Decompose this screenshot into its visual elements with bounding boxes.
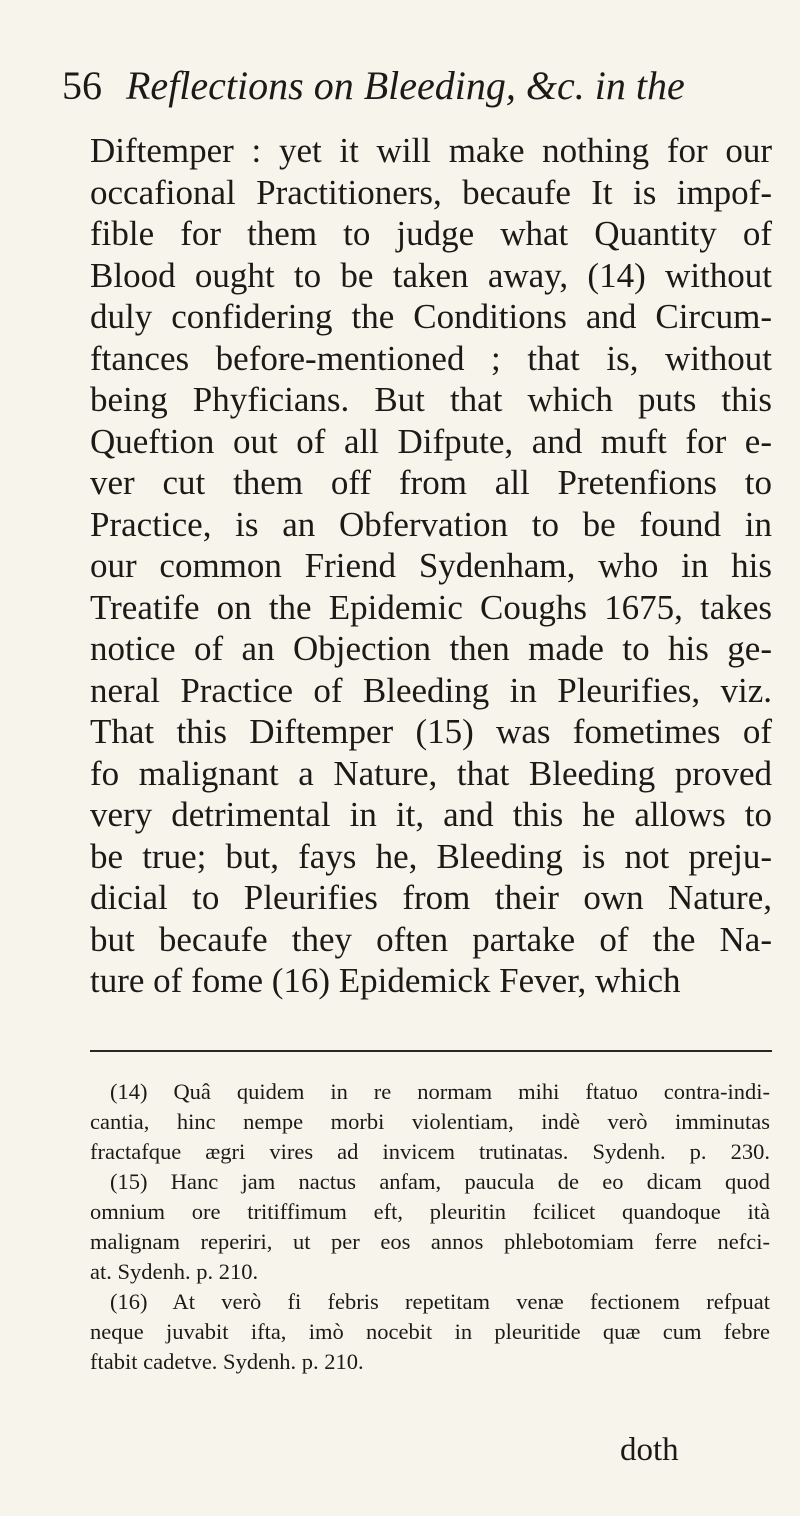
running-header: [62, 62, 762, 110]
text-line: being Phyficians. But that which puts this: [90, 380, 772, 419]
footnote-line: cantia, hinc nempe morbi violentiam, indè verò imminutas: [90, 1109, 770, 1134]
footnote-line: (16) At verò fi febris repetitam venæ fectionem refpuat: [110, 1289, 770, 1314]
page-number: 56: [62, 63, 102, 108]
footnote-line: omnium ore tritiffimum eft, pleuritin fcilicet quandoque ità: [90, 1199, 770, 1224]
footnote-line: neque juvabit ifta, imò nocebit in pleuritide quæ cum febre: [90, 1319, 770, 1344]
text-line: occafional Practitioners, becaufe It is impof-: [90, 172, 772, 212]
text-line: ftances before-mentioned ; that is, without: [90, 338, 772, 378]
footnote-line: (14) Quâ quidem in re normam mihi ftatuo contra-indi-: [110, 1079, 770, 1104]
text-line: our common Friend Sydenham, who in his: [90, 546, 772, 585]
text-line: fo malignant a Nature, that Bleeding proved: [90, 753, 772, 793]
footnote-line: (15) Hanc jam nactus anfam, paucula de eo dicam quod: [110, 1169, 770, 1194]
text-line: very detrimental in it, and this he allows to: [90, 795, 772, 834]
text-line: neral Practice of Bleeding in Pleurifies, viz.: [90, 670, 772, 710]
text-line: duly confidering the Conditions and Circum-: [90, 297, 772, 336]
footnote-line: at. Sydenh. p. 210.: [90, 1259, 259, 1284]
text-line: be true; but, fays he, Bleeding is not preju-: [90, 836, 772, 876]
footnote-line: malignam reperiri, ut per eos annos phlebotomiam ferre nefci-: [90, 1229, 770, 1254]
running-title: Reflections on Bleeding, &c. in the: [126, 63, 685, 108]
text-line: ture of fome (16) Epidemick Fever, which: [90, 961, 681, 1000]
text-line: ver cut them off from all Pretenfions to: [90, 463, 772, 502]
footnote-line: fractafque ægri vires ad invicem trutinatas. Sydenh. p. 230.: [90, 1139, 770, 1164]
text-line: That this Diftemper (15) was fometimes of: [90, 712, 772, 751]
footnote-line: ftabit cadetve. Sydenh. p. 210.: [90, 1349, 364, 1374]
text-line: Practice, is an Obfervation to be found in: [90, 504, 772, 544]
footnote-divider: [90, 1050, 772, 1052]
text-line: fible for them to judge what Quantity of: [90, 214, 772, 253]
catchword: doth: [620, 1432, 679, 1468]
main-text: [90, 130, 772, 1002]
text-line: notice of an Objection then made to his ge-: [90, 629, 772, 668]
text-line: Blood ought to be taken away, (14) without: [90, 255, 772, 295]
text-line: dicial to Pleurifies from their own Nature,: [90, 878, 772, 917]
footnotes: [90, 1077, 770, 1377]
text-line: Treatife on the Epidemic Coughs 1675, takes: [90, 587, 772, 627]
text-line: but becaufe they often partake of the Na-: [90, 919, 772, 959]
text-line: Diftemper : yet it will make nothing for our: [90, 131, 772, 170]
text-line: Queftion out of all Difpute, and muft for e-: [90, 421, 772, 461]
